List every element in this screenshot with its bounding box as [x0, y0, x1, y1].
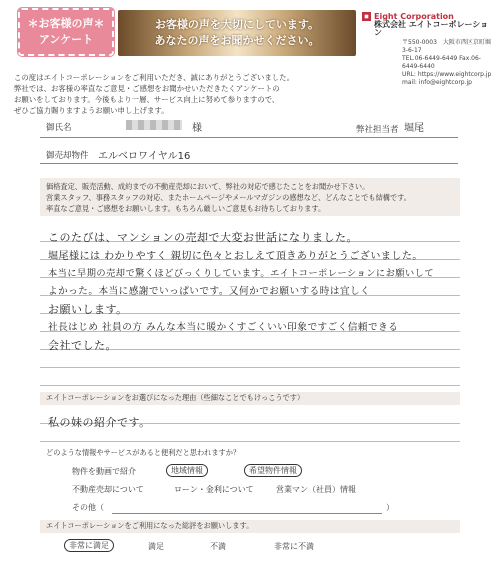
question4-bar: エイトコーポレーションをご利用になった総評をお願いします。: [40, 520, 460, 533]
rating-unsatisfied: 不満: [210, 542, 226, 551]
answer1-line: 堀尾様には わかりやすく 親切に色々とおしえて頂きありがとうございました。: [48, 251, 423, 262]
staff-value: 堀尾: [404, 123, 424, 134]
answer1-line: このたびは、マンションの売却で大変お世話になりました。: [48, 231, 359, 244]
answer2-text: 私の妹の紹介です。: [48, 416, 151, 429]
rating-satisfied: 満足: [148, 542, 164, 551]
other-underline: [112, 513, 382, 514]
answer1-line: 本当に早期の売却で驚くほどびっくりしています。エイトコーポレーションにお願いして: [48, 268, 435, 279]
question1-line: 営業スタッフ、事務スタッフの対応、またホームページやメールマガジンの感想など、どんなことでも結構です。: [46, 193, 411, 202]
answer1-line: よかった。本当に感謝でいっぱいです。又何かでお願いする時は宜しく: [48, 286, 371, 297]
survey-badge: [18, 8, 114, 56]
rating-very-satisfied-circled: 非常に満足: [64, 539, 114, 552]
question1-line: 率直なご意見・ご感想をお願いします。もちろん厳しいご意見もお待ちしております。: [46, 204, 326, 213]
badge-line2: アンケート: [38, 33, 94, 46]
corp-url: URL: https://www.eightcorp.jp: [402, 71, 492, 78]
option-staff: 営業マン（社員）情報: [276, 485, 356, 494]
intro-line: ぜひご協力賜りますようお願い申し上げます。: [14, 106, 169, 115]
answer1-line: 会社でした。: [48, 339, 117, 352]
intro-line: 弊社では、お客様の率直なご意見・ご感想をお聞かせいただきたくアンケートの: [14, 84, 280, 93]
corp-name-en: Eight Corporation: [374, 11, 454, 21]
staff-label: 弊社担当者: [356, 125, 399, 135]
answer1-line: お願いします。: [48, 303, 128, 316]
corp-address: 〒550-0003 大阪市西区京町堀3-6-17: [402, 39, 491, 54]
option-other-close: ）: [386, 503, 394, 512]
rating-very-unsatisfied: 非常に不満: [274, 542, 314, 551]
option-loan: ローン・金利について: [174, 485, 254, 494]
divider: [40, 137, 458, 138]
honorific: 様: [192, 123, 202, 134]
slogan-banner: [118, 10, 356, 56]
corp-mail: mail: info@eightcorp.jp: [402, 79, 472, 86]
corp-name-jp: 株式会社 エイトコーポレーション: [374, 20, 489, 37]
question1-box: [40, 178, 460, 216]
badge-line1: ＊お客様の声＊: [27, 17, 105, 30]
intro-line: お願いをしております。今後もより一層、サービス向上に努めて参りますので、: [14, 95, 280, 104]
intro-text: [14, 72, 384, 116]
question1-line: 価格査定、販売活動、成約までの不動産売却において、弊社の対応で感じたことをお聞かせ下さい。: [46, 182, 370, 191]
banner-line2: あなたの声をお聞かせください。: [154, 34, 320, 47]
eight-logo-icon: [362, 12, 371, 21]
option-other: その他（: [72, 503, 104, 512]
corp-tel: TEL.06-6449-6449 Fax.06-6449-6440: [402, 55, 481, 70]
question2-bar: エイトコーポレーションをお選びになった理由（些細なことでもけっこうです）: [40, 392, 460, 405]
option-area-circled: 地域情報: [166, 464, 208, 477]
answer1-line: 社長はじめ 社員の方 みんな本当に暖かくすごくいい印象ですごく信頼できる: [48, 322, 399, 333]
question3-bar: どのような情報やサービスがあると便利だと思われますか？: [46, 448, 241, 457]
option-sale: 不動産売却について: [72, 485, 144, 494]
option-video: 物件を動画で紹介: [72, 467, 136, 476]
name-label: 御氏名: [46, 123, 72, 133]
property-label: 御売却物件: [46, 151, 89, 161]
divider: [40, 163, 458, 164]
intro-line: この度はエイトコーポレーションをご利用いただき、誠にありがとうございました。: [14, 73, 294, 82]
property-value: エルベロワイヤル16: [98, 151, 191, 162]
redacted-name: [126, 120, 182, 130]
option-wish-circled: 希望物件情報: [244, 464, 302, 477]
banner-line1: お客様の声を大切にしています。: [154, 18, 320, 31]
